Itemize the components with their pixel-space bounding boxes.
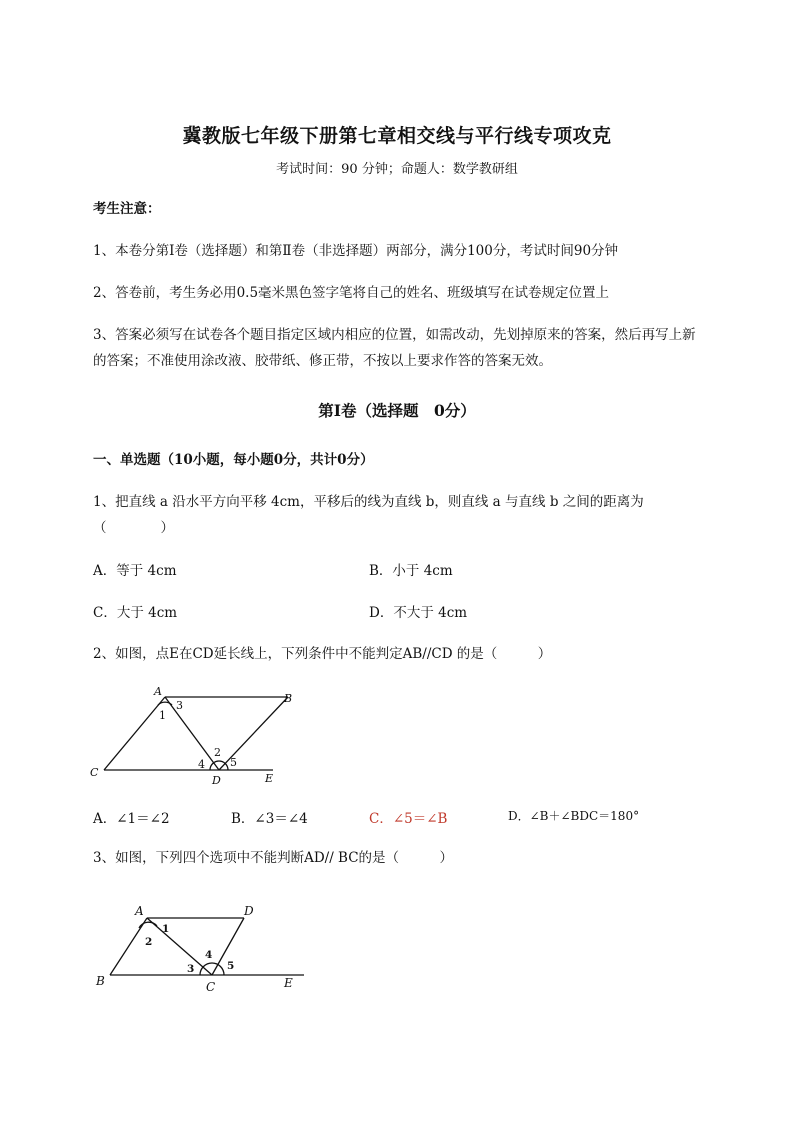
- q1-option-d[interactable]: D．不大于 4cm: [369, 605, 468, 621]
- q2-option-a[interactable]: A．∠1＝∠2: [93, 811, 170, 827]
- question-1-blank: （ ）: [93, 520, 174, 536]
- exam-subtitle: 考试时间：90 分钟；命题人：数学教研组: [276, 162, 518, 177]
- fig3-angle-5: 5: [227, 960, 235, 972]
- q1-option-b[interactable]: B．小于 4cm: [369, 563, 453, 579]
- notice-heading: 考生注意：: [93, 201, 161, 217]
- fig2-label-e: E: [265, 772, 274, 785]
- fig3-label-d: D: [244, 904, 254, 918]
- fig3-angle-2: 2: [145, 936, 153, 948]
- fig2-label-d: D: [212, 774, 221, 787]
- q2-option-d[interactable]: D．∠B＋∠BDC＝180°: [508, 809, 640, 823]
- question-2-figure: [88, 680, 298, 790]
- q2-option-c[interactable]: C．∠5＝∠B: [369, 811, 448, 827]
- fig2-angle-1: 1: [159, 709, 166, 722]
- fig3-label-c: C: [206, 980, 216, 994]
- q2-option-b[interactable]: B．∠3＝∠4: [231, 811, 308, 827]
- notice-item-3: 3、答案必须写在试卷各个题目指定区域内相应的位置，如需改动，先划掉原来的答案，然后再写上新: [93, 327, 696, 343]
- exam-title: 冀教版七年级下册第七章相交线与平行线专项攻克: [182, 125, 612, 147]
- question-2-text: 2、如图，点E在CD延长线上，下列条件中不能判定AB//CD 的是（ ）: [93, 646, 552, 662]
- question-3-figure: [92, 898, 312, 998]
- section-title: 第Ⅰ卷（选择题 0分）: [318, 401, 476, 420]
- part-heading: 一、单选题（10小题，每小题0分，共计0分）: [93, 452, 374, 468]
- notice-item-3-cont: 的答案；不准使用涂改液、胶带纸、修正带，不按以上要求作答的答案无效。: [93, 353, 552, 369]
- fig2-angle-3: 3: [176, 699, 183, 712]
- fig3-label-a: A: [135, 904, 144, 918]
- fig2-angle-5: 5: [230, 756, 237, 769]
- notice-item-2: 2、答卷前，考生务必用0.5毫米黑色签字笔将自己的姓名、班级填写在试卷规定位置上: [93, 285, 610, 301]
- q1-option-c[interactable]: C．大于 4cm: [93, 605, 178, 621]
- fig3-angle-3: 3: [187, 963, 195, 975]
- fig2-label-b: B: [284, 692, 293, 705]
- fig2-angle-4: 4: [198, 758, 205, 771]
- fig3-label-e: E: [284, 976, 293, 990]
- notice-item-1: 1、本卷分第Ⅰ卷（选择题）和第Ⅱ卷（非选择题）两部分，满分100分，考试时间90分钟: [93, 243, 619, 259]
- fig3-angle-4: 4: [205, 949, 213, 961]
- fig3-label-b: B: [96, 974, 105, 988]
- q1-option-a[interactable]: A．等于 4cm: [93, 563, 177, 579]
- fig2-angle-2: 2: [214, 746, 221, 759]
- fig3-angle-1: 1: [162, 923, 170, 935]
- fig2-label-a: A: [154, 685, 162, 698]
- question-3-text: 3、如图，下列四个选项中不能判断AD// BC的是（ ）: [93, 850, 454, 866]
- fig2-label-c: C: [90, 766, 99, 779]
- question-1-text: 1、把直线 a 沿水平方向平移 4cm，平移后的线为直线 b，则直线 a 与直线 b 之间的距离为: [93, 494, 644, 510]
